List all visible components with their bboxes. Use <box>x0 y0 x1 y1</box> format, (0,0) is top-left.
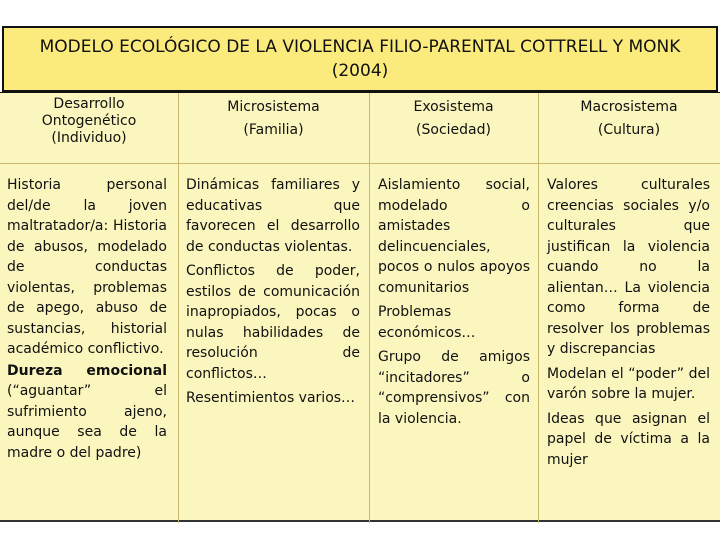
column-body-familia <box>186 175 360 409</box>
title-line-2: (2004) <box>331 61 389 81</box>
paragraph <box>186 388 360 409</box>
heading-line: Exosistema <box>413 99 494 115</box>
paragraph <box>378 302 530 343</box>
paragraph <box>7 175 167 360</box>
paragraph <box>547 175 710 360</box>
table-body <box>0 92 720 522</box>
heading-line: (Sociedad) <box>416 122 491 138</box>
heading-line: (Individuo) <box>51 130 127 146</box>
page-title <box>40 35 681 83</box>
paragraph-text: Aislamiento social, modelado o amistades delincuenciales, pocos o nulos apoyos comunitarios <box>378 177 530 296</box>
heading-line: Microsistema <box>227 99 320 115</box>
paragraph-text: Ideas que asignan el papel de víctima a la mujer <box>547 410 710 468</box>
column-heading-familia <box>178 95 369 161</box>
title-line-1: MODELO ECOLÓGICO DE LA VIOLENCIA FILIO-PARENTAL COTTRELL Y MONK <box>39 37 681 57</box>
column-body-individuo <box>7 175 167 463</box>
paragraph-text: Modelan el “poder” del varón sobre la mujer. <box>547 365 710 402</box>
column-heading-cultura <box>538 95 720 161</box>
paragraph-text: Conflictos de poder, estilos de comunicación inapropiados, pocas o nulas habilidades de resolución de conflictos… <box>186 263 360 382</box>
paragraph-text: Resentimientos varios… <box>186 390 356 406</box>
paragraph-bold: Dureza emocional <box>7 362 167 379</box>
paragraph-text: Historia personal del/de la joven maltratador/a: Historia de abusos, modelado de conductas violentas, problemas de apego, abuso de sustancias, historial académico conflictivo. <box>7 177 167 357</box>
title-banner <box>2 26 718 92</box>
paragraph-text: Valores culturales creencias sociales y/o culturales que justifican la violencia cuando no la alientan… La violencia como forma de resolver los problemas y discrepancias <box>547 177 710 357</box>
heading-line: Desarrollo <box>53 96 125 112</box>
paragraph <box>378 347 530 429</box>
header-divider <box>0 163 720 164</box>
paragraph <box>378 175 530 298</box>
column-body-sociedad <box>378 175 530 429</box>
paragraph <box>547 409 710 471</box>
paragraph-text: Grupo de amigos “incitadores” o “comprensivos” con la violencia. <box>378 349 530 427</box>
column-body-cultura <box>547 175 710 470</box>
paragraph <box>186 261 360 384</box>
heading-line: Macrosistema <box>580 99 678 115</box>
paragraph <box>186 175 360 257</box>
paragraph <box>7 361 167 464</box>
paragraph-text: Problemas económicos… <box>378 304 476 341</box>
column-heading-individuo <box>0 95 178 161</box>
paragraph <box>547 364 710 405</box>
paragraph-text: (“aguantar” el sufrimiento ajeno, aunque sea de la madre o del padre) <box>7 383 167 461</box>
heading-line: (Familia) <box>243 122 304 138</box>
column-heading-sociedad <box>369 95 538 161</box>
heading-line: (Cultura) <box>597 122 661 138</box>
paragraph-text: Dinámicas familiares y educativas que favorecen el desarrollo de conductas violentas. <box>186 177 360 255</box>
heading-line: Ontogenético <box>41 113 137 129</box>
